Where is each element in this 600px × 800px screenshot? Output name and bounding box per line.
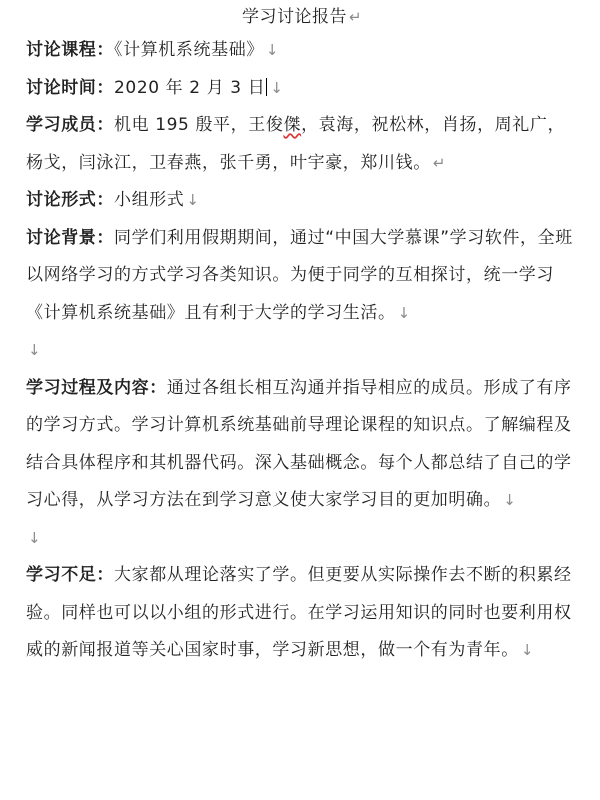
course-value: 《计算机系统基础》: [114, 40, 264, 60]
line-break-mark-icon: ↓: [503, 491, 517, 509]
spelling-marked-char: 傑: [283, 115, 302, 135]
course-label: 讨论课程：: [26, 40, 114, 60]
members-value-part1: 机电 195 殷平，王俊: [114, 115, 284, 135]
paragraph-mark-icon: ↵: [348, 8, 363, 26]
process-paragraph: [26, 370, 578, 520]
members-label: 学习成员：: [26, 115, 114, 135]
background-label: 讨论背景：: [26, 227, 114, 248]
format-value: 小组形式: [114, 190, 185, 210]
empty-line: [26, 520, 578, 558]
time-label: 讨论时间：: [26, 77, 114, 98]
document-title: [26, 4, 578, 30]
paragraph-mark-icon: ↵: [432, 153, 446, 172]
background-value: 同学们利用假期期间，通过“中国大学慕课”学习软件，全班以网络学习的方式学习各类知识。为便于同学的互相探讨，统一学习《计算机系统基础》且有利于大学的学习生活。: [26, 227, 573, 323]
process-value: 通过各组长相互沟通并指导相应的成员。形成了有序的学习方式。学习计算机系统基础前导理论课程的知识点。了解编程及结合具体程序和其机器代码。深入基础概念。每个人都总结了自己的学习心得，从学习方法在到学习意义使大家学习目的更加明确。: [26, 377, 572, 510]
empty-line: [26, 332, 578, 370]
process-label: 学习过程及内容：: [26, 377, 167, 398]
time-value: 2020 年 2 月 3 日: [114, 77, 266, 98]
line-break-mark-icon: ↓: [186, 191, 200, 209]
time-line: [26, 70, 578, 108]
line-break-mark-icon: ↓: [520, 641, 534, 659]
background-paragraph: [26, 220, 578, 333]
line-break-mark-icon: ↓: [265, 41, 280, 59]
line-break-mark-icon: ↓: [28, 528, 41, 547]
format-line: [26, 182, 578, 220]
text-cursor: [266, 78, 267, 96]
shortcoming-label: 学习不足：: [26, 565, 114, 585]
line-break-mark-icon: ↓: [397, 303, 411, 322]
line-break-mark-icon: ↓: [270, 78, 284, 97]
members-value-part2: ，袁海，祝松林，肖扬，周礼广，杨戈，闫泳江，卫春燕，张千勇，叶宇豪，郑川钱。: [26, 115, 566, 173]
members-paragraph: [26, 107, 578, 182]
format-label: 讨论形式：: [26, 190, 114, 210]
shortcoming-paragraph: [26, 557, 578, 670]
course-line: [26, 32, 578, 70]
shortcoming-value: 大家都从理论落实了学。但更要从实际操作去不断的积累经验。同样也可以以小组的形式进行。在学习运用知识的同时也要利用权威的新闻报道等关心国家时事，学习新思想，做一个有为青年。: [26, 565, 572, 660]
document-title-text: 学习讨论报告: [241, 7, 347, 27]
line-break-mark-icon: ↓: [28, 341, 41, 359]
